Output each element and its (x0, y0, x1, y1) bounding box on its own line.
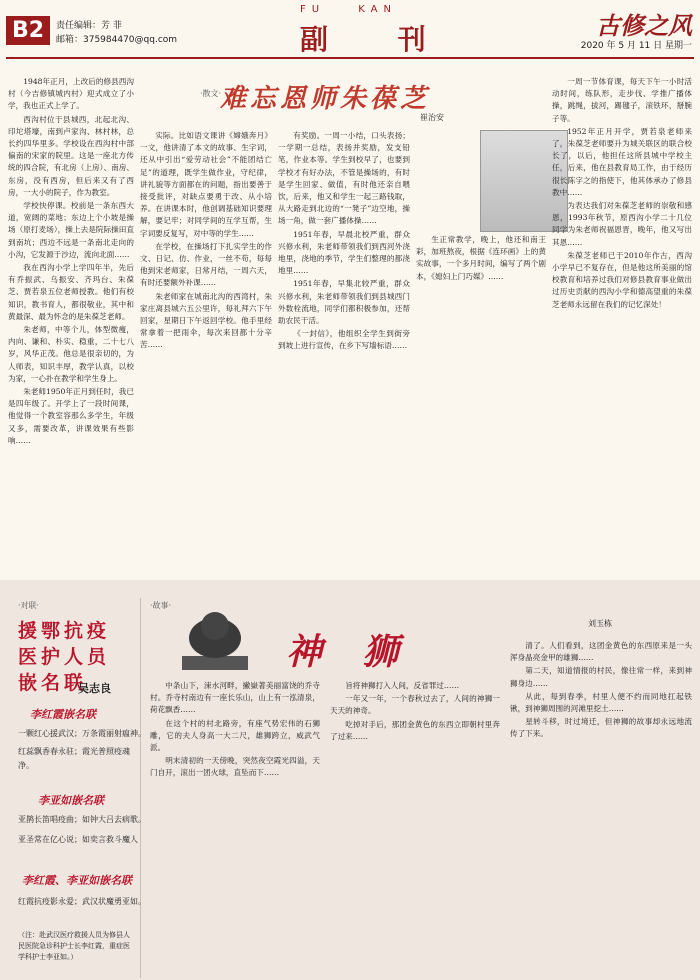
story-author: 刘玉栋 (588, 619, 612, 628)
article-tag: ·散文· (200, 89, 222, 98)
poem-subtitle-1: 李红霞嵌名联 (30, 708, 96, 721)
email-label: 邮箱：375984470@qq.com (56, 35, 178, 45)
editor-label: 责任编辑：芳 菲 (56, 21, 122, 31)
article-column-2: 学校快停课。校前是一条东西大道，宽阔的菜地；东边上个小坡是操场（原打麦场），操上去是院际操田直到南坑；西边不远是一条南北走向的小沟，它发源于沙边，流向北面…… 我在西沟小学上学四年半，先后有乔振武、乌振安、齐玛台、朱葆芝、贾若泉五位老师授教。他们有校知识，教书育人，都很敬业，其中和黄最深、最为怀念的是朱葆芝老师。 朱老师，中等个儿，体型微瘦，内向、谦和、朴实、稳重，二十七八岁，风华正茂。他总是很亲切的，为人师表，知识丰厚，教学认真，以校为家，一心扑在教学和学生身上。 朱老师1950年正月到任时，我已是四年级了。开学上了一段时间课，他觉得一个教室容那么多学生，年级又多，需要改革，讲课效果有些影响…… (8, 201, 134, 445)
page-header (0, 0, 700, 58)
poem-subtitle-3: 李红霞、李亚如嵌名联 (22, 874, 132, 887)
header-rule (6, 57, 694, 59)
issue-date: 2020 年 5 月 11 日 星期一 (580, 41, 692, 51)
article-column-1: 1948年正月，上改后的修县西沟村（今吉修镇城内村）迎式成立了小学，我也正式上学了。 西沟村位于县城西，北起北沟、印坨塔壕，南到卢家沟、林村林，总长约四华里多。学校设在西沟村中部偏南的宋家的院里。这是一座北方传统的四合院，有北房（上房）、南房、东房，没有西房，但后来又有了西房，一大小的院子，作为教室。 (8, 77, 134, 197)
newspaper-page: B2 责任编辑：芳 菲 邮箱：375984470@qq.com FU KAN 副 刊 古修之风 2020 年 5 月 11 日 星期一 ·散文· 难忘恩师朱葆芝 崔治安 1948年正月，上改后的修县西沟村（今吉修镇城内村）迎式成立了小学，我也正式上学了。 西沟村位于县城西，北起北沟、印坨塔壕，南到卢家沟、林村林，总长约四华里多。学校设在西沟村中部偏南的宋家的院里。这是一座北方传统的四合院，有北房（上房）、南房、东房，没有西房，但后来又有了西房，一大小的院子，作为教室。 学校快停课。校前是一条东西大道，宽阔的菜地；东边上个小坡是操场（原打麦场），操上去是院际操田直到南坑；西边不远是一条南北走向的小沟，它发源于沙边，流向北面…… 我在西沟小学上学四年半，先后有乔振武、乌振安、齐玛台、朱葆芝、贾若泉五位老师授教。他们有校知识，教书育人，都很敬业，其中和黄最深、最为怀念的是朱葆芝老师。 朱老师，中等个儿，体型微瘦，内向、谦和、朴实、稳重，二十七八岁，风华正茂。他总是很亲切的，为人师表，知识丰厚，教学认真，以校为家，一心扑在教学和学生身上。 朱老师1950年正月到任时，我已是四年级了。开学上了一段时间课，他觉得一个教室容那么多学生，年级又多，需要改革，讲课效果有些影响…… 实际。比如语文课讲《嫦娥奔月》一文，他讲清了本文的故事、生字词，还从中引出“爱劳动社会”不能团结亡足”的道理，既学生做作业，守纪律，讲礼貌等方面都在的问题，指出要善于接受批评，对缺点要勇于改、从小培养。在讲课本时，他创调基础知识要理解，要记牢；对同学间的互学互帮，生字词要反复写，对中等的学生…… 在学校，在操场打下扎实学生的作文、日记、仿、作业，一丝不苟，每每他到宋老师家，日常月结，一周六天，有时还要额外补课…… 朱老师家在城南北沟的西湾村，朱家庄离县城六五公里许，每礼拜六下午回家，星期日下午返回学校。他手里经常拿着一把雨伞，每次来回都十分辛苦…… 有奖励。一周一小结，口头表扬；一学期一总结，表扬并奖励，发支铅笔，作业本等。学生到校早了，也要到学校才有好办法，不管是操场的，有时是学生回家、做值，有时他还亲自喂饮，后来，他又和学生一起三路钱取，从大路走到北边的“一凳子”边空地，操场一角，做一套广播体操…… 1951年春，早晨北校严重，群众兴修水利，朱老师带领我们到西河外浇地里，浇地的季节，学生们整理的都浇地里…… 1951年春，早集北较严重，群众兴修水利，朱老师带领我们到县城西门外数栓流地，同学们都积极参加，还帮助农民干活。 《一封信》，他组织全学生到街旁到坡上进行宣传，在乡下写墙标语…… 生正常教学，晚上，他还和南王彩，加班熬夜，根据《连环画》上的黄实故事，一个多月时间，编写了两个剧本，《媳妇上门巧媒》…… 一周一节体育课，每天下午一小时活动时间，练队形，走步伐、学推广播体操，跳绳，拔河，踢毽子，滚铁环，掰腕子等。 1952年正月开学，贾若泉老师来了，朱葆芝老师要升为城关联区的联合校长了，以后，他担任这所县城中学校主任，后来，他在县教育局工作，由于经历很长陈字之的指使下，他其体承办了修县教中…… 为表达我们对朱葆芝老师的崇敬和感恩，1993年秋节，原西沟小学二十几位同学为朱老师祝福恩晋，晚年，他又写出其恩…… 朱葆芝老师已于2010年作古，西沟小学早已不复存在，但是他这所美丽的馆校教育和培养过我们对修县教育事业做出过历史贡献的西沟小学和德高望重的朱葆芝老师永远留在我们的记忆深处！ ·对联· 援鄂抗疫医护人员嵌名联 吴志良 李红霞嵌名联 一颗红心援武汉；万条霞丽射瘟神。 红蕊飘香春永驻；霞光普照疫魂 净。 李亚如嵌名联 亚鹊长笛唱疫曲；如钟大吕去病歌。 亚圣常在亿心说；如奕言救斗魔人 李红霞、李亚如嵌名联 红霞抗疫影永爱；武汉状魔勇亚如。 （注：赴武汉医疗救援人员为修县人民医院急诊科护士长李红霞，重症医学科护士李亚如。） ·故事· 神 狮 刘玉栋 中条山下，涑水河畔，撇嶽著美丽富饶的乔寺村。乔寺村南边有一座长乐山，山上有一泓清泉，荷花飘香…… 在这个村的村北路旁，有座气势宏伟的石狮雕，它的夫人身高一大二尺，雄狮跨立，威武气派。 明末清初的一天傍晚，突然夜空霞光四溢，天门自开，滚出一团火球，直坠而下…… 旨将神狮打入人间，反省罪过…… 一年又一年，一个春秋过去了，人间的神狮一天天的神奇。 吃掉对手后，那团金黄色的东西立即朝村里奔了过来…… 清了。人们看到，这团金黄色的东西原来是一头浑身晶亮金甲的雄狮…… 第二天，知道情报的村民，像往常一样，来到神狮身边…… 从此，每到春季，村里人便不约而同地扛起铁锹，到神狮周围的河滩里挖土…… 星转斗移，时过境迁，但神狮的故事却永远地流传了下来。 (0, 0, 700, 980)
poem-title: 援鄂抗疫医护人员嵌名联 (18, 620, 111, 694)
article-title: 难忘恩师朱葆芝 (220, 84, 431, 114)
story-tag: ·故事· (150, 601, 172, 610)
newspaper-logo: 古修之风 (596, 11, 692, 40)
story-column-1: 中条山下，涑水河畔，撇嶽著美丽富饶的乔寺村。乔寺村南边有一座长乐山，山上有一泓清泉，荷花飘香…… 在这个村的村北路旁，有座气势宏伟的石狮雕，它的夫人身高一大二尺，雄狮跨立，威武气派。 明末清初的一天傍晚，突然夜空霞光四溢，天门自开，滚出一团火球，直坠而下…… (150, 681, 320, 778)
story-column-2: 旨将神狮打入人间，反省罪过…… 一年又一年，一个春秋过去了，人间的神狮一天天的神奇。 吃掉对手后，那团金黄色的东西立即朝村里奔了过来…… (330, 681, 500, 741)
article-column-4: 有奖励。一周一小结，口头表扬；一学期一总结，表扬并奖励，发支铅笔，作业本等。学生到校早了，也要到学校才有好办法，不管是操场的，有时是学生回家、做值，有时他还亲自喂饮，后来，他又和学生一起三路钱取，从大路走到北边的“一凳子”边空地，操场一角，做一套广播体操…… 1951年春，早晨北校严重，群众兴修水利，朱老师带领我们到西河外浇地里，浇地的季节，学生们整理的都浇地里…… 1951年春，早集北较严重，群众兴修水利，朱老师带领我们到县城西门外数栓流地，同学们都积极参加，还帮助农民干活。 《一封信》，他组织全学生到街旁到坡上进行宣传，在乡下写墙标语…… (278, 131, 410, 351)
poem-subtitle-2: 李亚如嵌名联 (38, 794, 104, 807)
poem-tag: ·对联· (18, 601, 40, 610)
poem-author: 吴志良 (78, 682, 111, 695)
column-divider (140, 598, 141, 978)
article-author: 崔治安 (420, 113, 444, 122)
section-title: 副 刊 (300, 23, 456, 56)
article-column-5: 生正常教学，晚上，他还和南王彩，加班熬夜，根据《连环画》上的黄实故事，一个多月时间，编写了两个剧本，《媳妇上门巧媒》…… (416, 235, 546, 281)
section-pinyin: FU KAN (300, 4, 397, 15)
poem-note: （注：赴武汉医疗救援人员为修县人民医院急诊科护士长李红霞，重症医学科护士李亚如。） (18, 931, 130, 961)
article-column-3: 实际。比如语文课讲《嫦娥奔月》一文，他讲清了本文的故事、生字词，还从中引出“爱劳动社会”不能团结亡足”的道理，既学生做作业，守纪律，讲礼貌等方面都在的问题，指出要善于接受批评，对缺点要勇于改、从小培养。在讲课本时，他创调基础知识要理解，要记牢；对同学间的互学互帮，生字词要反复写，对中等的学生…… 在学校，在操场打下扎实学生的作文、日记、仿、作业，一丝不苟，每每他到宋老师家，日常月结，一周六天，有时还要额外补课…… 朱老师家在城南北沟的西湾村，朱家庄离县城六五公里许，每礼拜六下午回家，星期日下午返回学校。他手里经常拿着一把雨伞，每次来回都十分辛苦…… (140, 131, 272, 350)
lion-statue-icon (170, 604, 260, 674)
story-column-3: 清了。人们看到，这团金黄色的东西原来是一头浑身晶亮金甲的雄狮…… 第二天，知道情报的村民，像往常一样，来到神狮身边…… 从此，每到春季，村里人便不约而同地扛起铁锹，到神狮周围的河滩里挖土…… 星转斗移，时过境迁，但神狮的故事却永远地流传了下来。 (510, 641, 692, 739)
page-number: B2 (6, 16, 50, 45)
article-column-6: 一周一节体育课，每天下午一小时活动时间，练队形，走步伐、学推广播体操，跳绳，拔河，踢毽子，滚铁环，掰腕子等。 1952年正月开学，贾若泉老师来了，朱葆芝老师要升为城关联区的联合校长了，以后，他担任这所县城中学校主任，后来，他在县教育局工作，由于经历很长陈字之的指使下，他其体承办了修县教中…… 为表达我们对朱葆芝老师的崇敬和感恩，1993年秋节，原西沟小学二十几位同学为朱老师祝福恩晋，晚年，他又写出其恩…… 朱葆芝老师已于2010年作古，西沟小学早已不复存在，但是他这所美丽的馆校教育和培养过我们对修县教育事业做出过历史贡献的西沟小学和德高望重的朱葆芝老师永远留在我们的记忆深处！ (552, 77, 692, 309)
story-title: 神 狮 (286, 631, 413, 673)
